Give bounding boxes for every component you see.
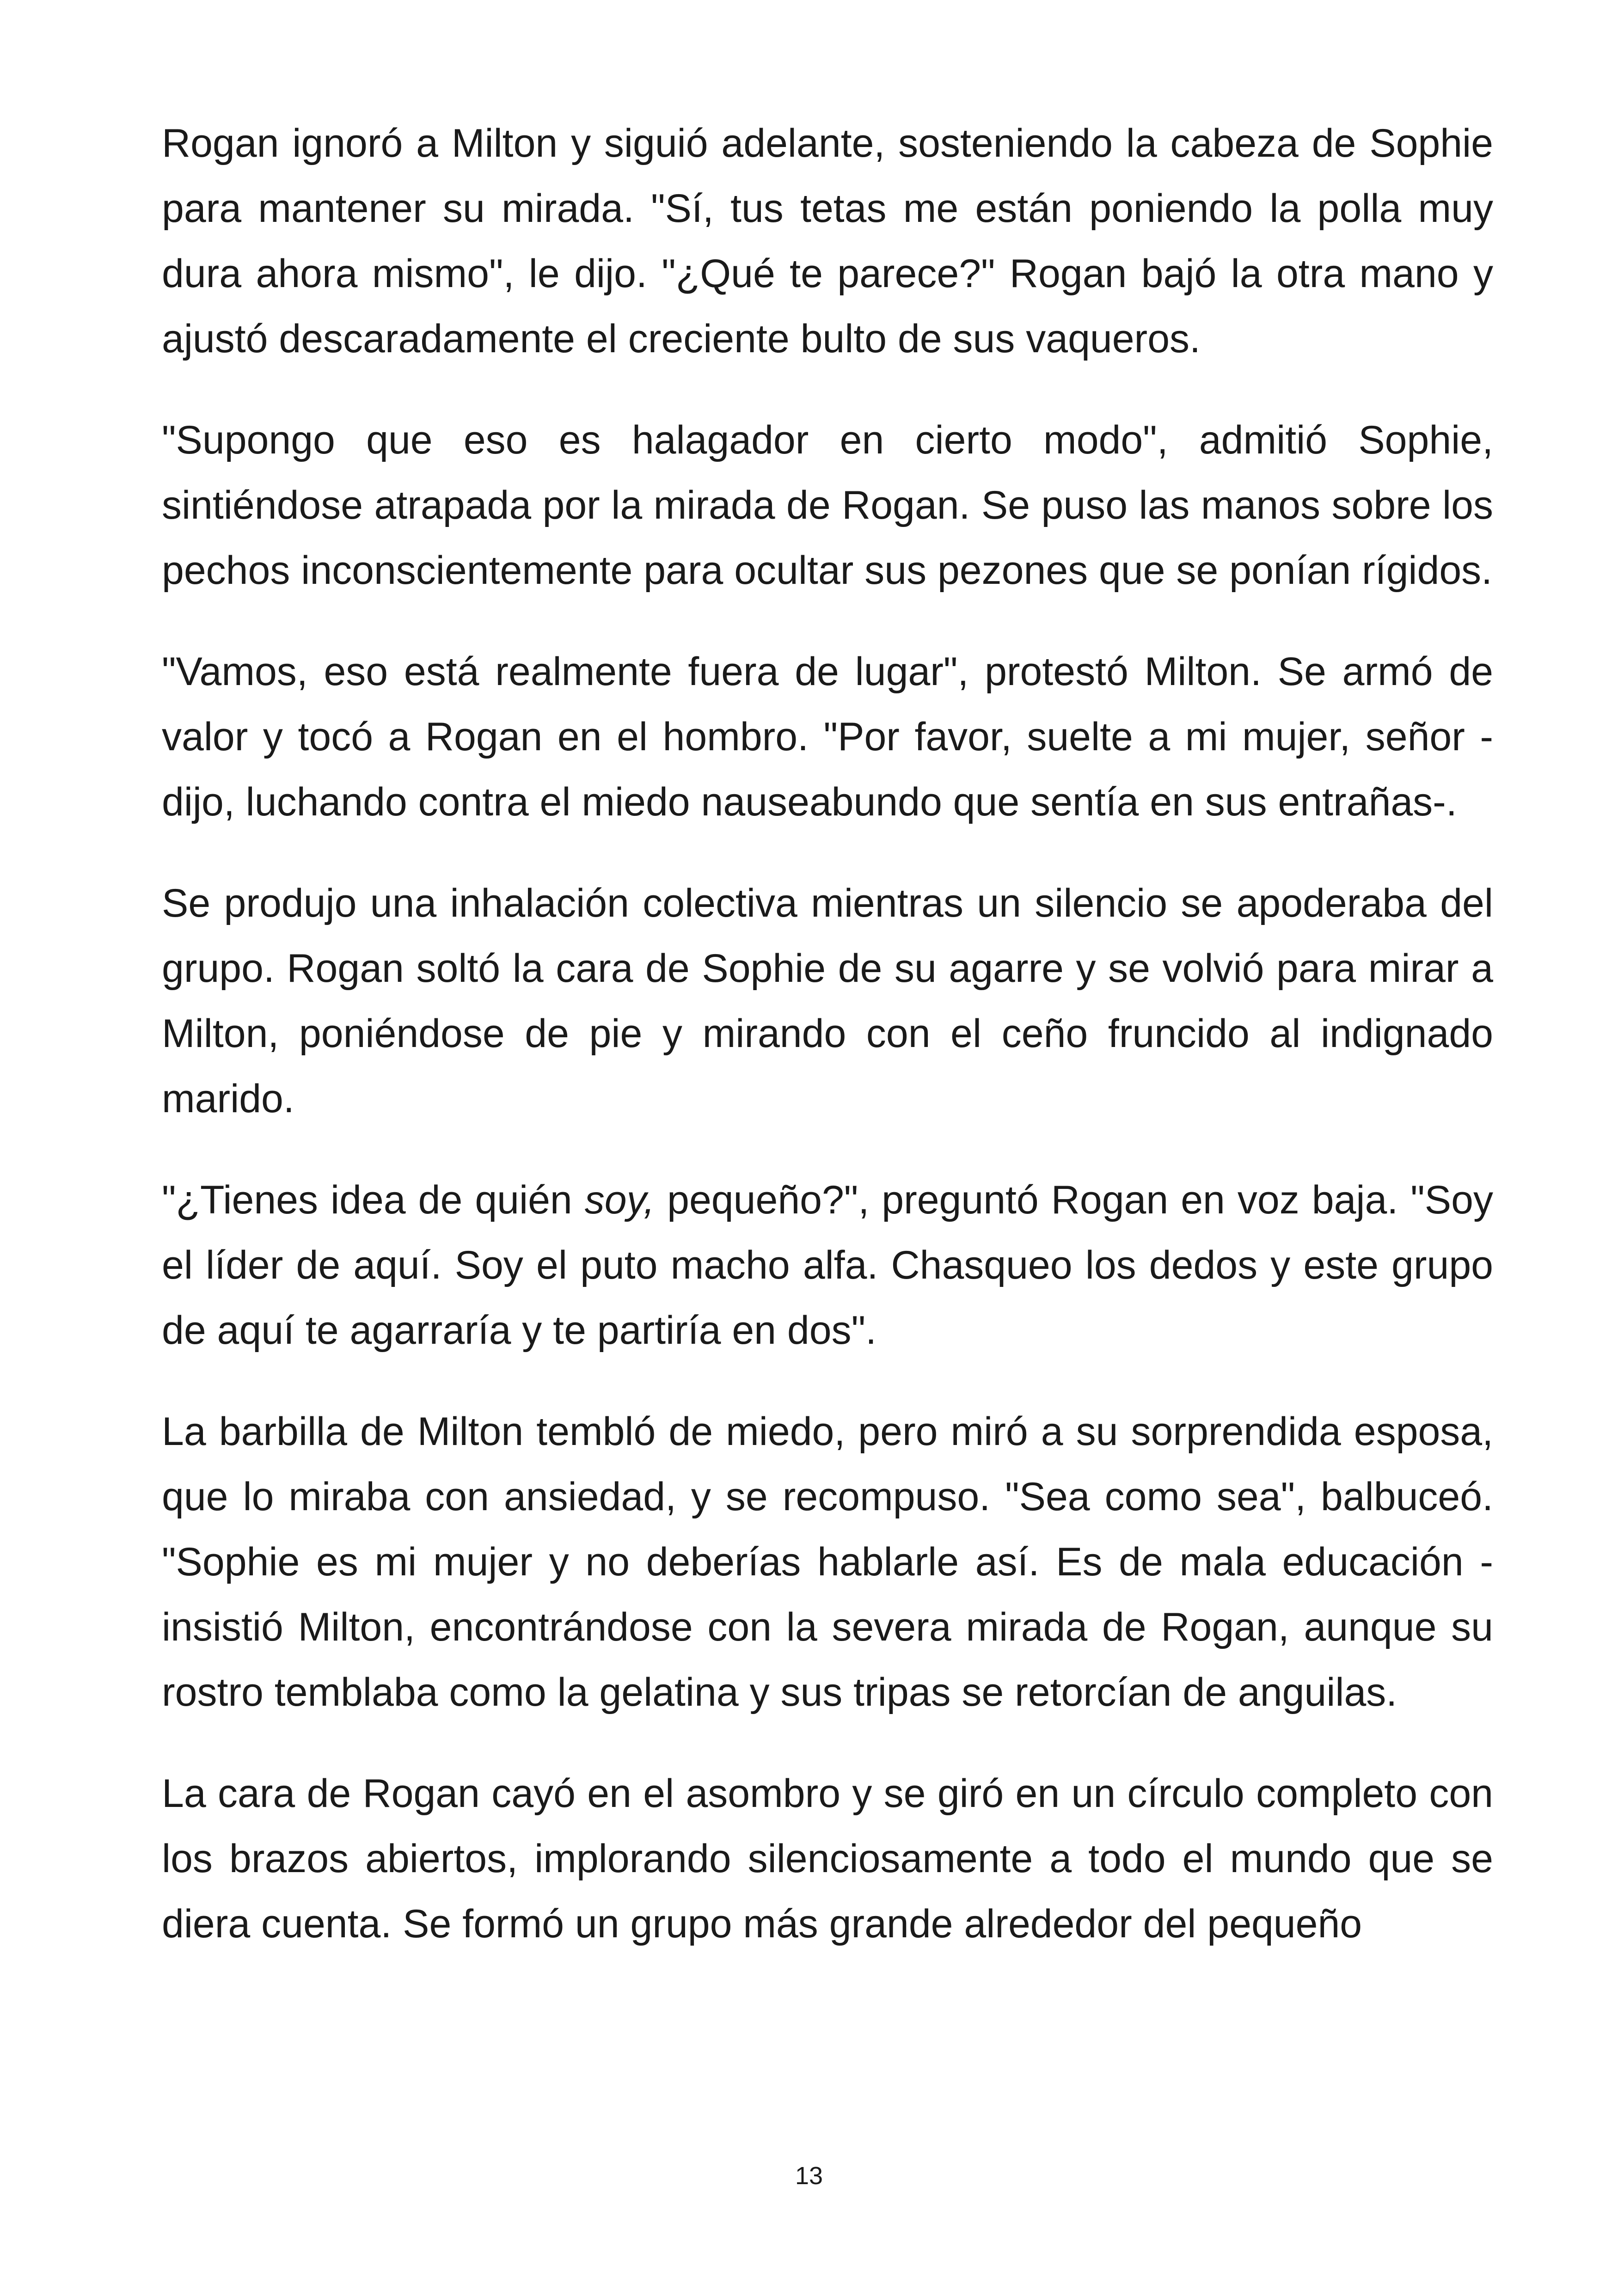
paragraph-5 bbox=[162, 1168, 1493, 1363]
paragraph-5-after: pequeño?", preguntó Rogan en voz baja. "Soy el líder de aquí. Soy el puto macho alfa. Chasqueo los dedos y este grupo de aquí te agarraría y te partiría en dos". bbox=[162, 1178, 1493, 1353]
document-body bbox=[162, 111, 1493, 1957]
paragraph-5-before: "¿Tienes idea de quién bbox=[162, 1178, 585, 1222]
paragraph-1: Rogan ignoró a Milton y siguió adelante, sosteniendo la cabeza de Sophie para mantener su mirada. "Sí, tus tetas me están poniendo la polla muy dura ahora mismo", le dijo. "¿Qué te parece?" Rogan bajó la otra mano y ajustó descaradamente el creciente bulto de sus vaqueros. bbox=[162, 121, 1493, 361]
page-number: 13 bbox=[795, 2162, 823, 2190]
paragraph-6: La barbilla de Milton tembló de miedo, pero miró a su sorprendida esposa, que lo miraba con ansiedad, y se recompuso. "Sea como sea", balbuceó. "Sophie es mi mujer y no deberías hablarle así. Es de mala educación -insistió Milton, encontrándose con la severa mirada de Rogan, aunque su rostro temblaba como la gelatina y sus tripas se retorcían de anguilas. bbox=[162, 1409, 1493, 1714]
paragraph-2: "Supongo que eso es halagador en cierto modo", admitió Sophie, sintiéndose atrapada por la mirada de Rogan. Se puso las manos sobre los pechos inconscientemente para ocultar sus pezones que se ponían rígidos. bbox=[162, 418, 1493, 593]
paragraph-5-italic: soy, bbox=[584, 1178, 655, 1222]
paragraph-3: "Vamos, eso está realmente fuera de lugar", protestó Milton. Se armó de valor y tocó a Rogan en el hombro. "Por favor, suelte a mi mujer, señor -dijo, luchando contra el miedo nauseabundo que sentía en sus entrañas-. bbox=[162, 649, 1493, 824]
paragraph-4: Se produjo una inhalación colectiva mientras un silencio se apoderaba del grupo. Rogan soltó la cara de Sophie de su agarre y se volvió para mirar a Milton, poniéndose de pie y mirando con el ceño fruncido al indignado marido. bbox=[162, 881, 1493, 1121]
paragraph-7: La cara de Rogan cayó en el asombro y se giró en un círculo completo con los brazos abiertos, implorando silenciosamente a todo el mundo que se diera cuenta. Se formó un grupo más grande alrededor del pequeño bbox=[162, 1771, 1493, 1946]
